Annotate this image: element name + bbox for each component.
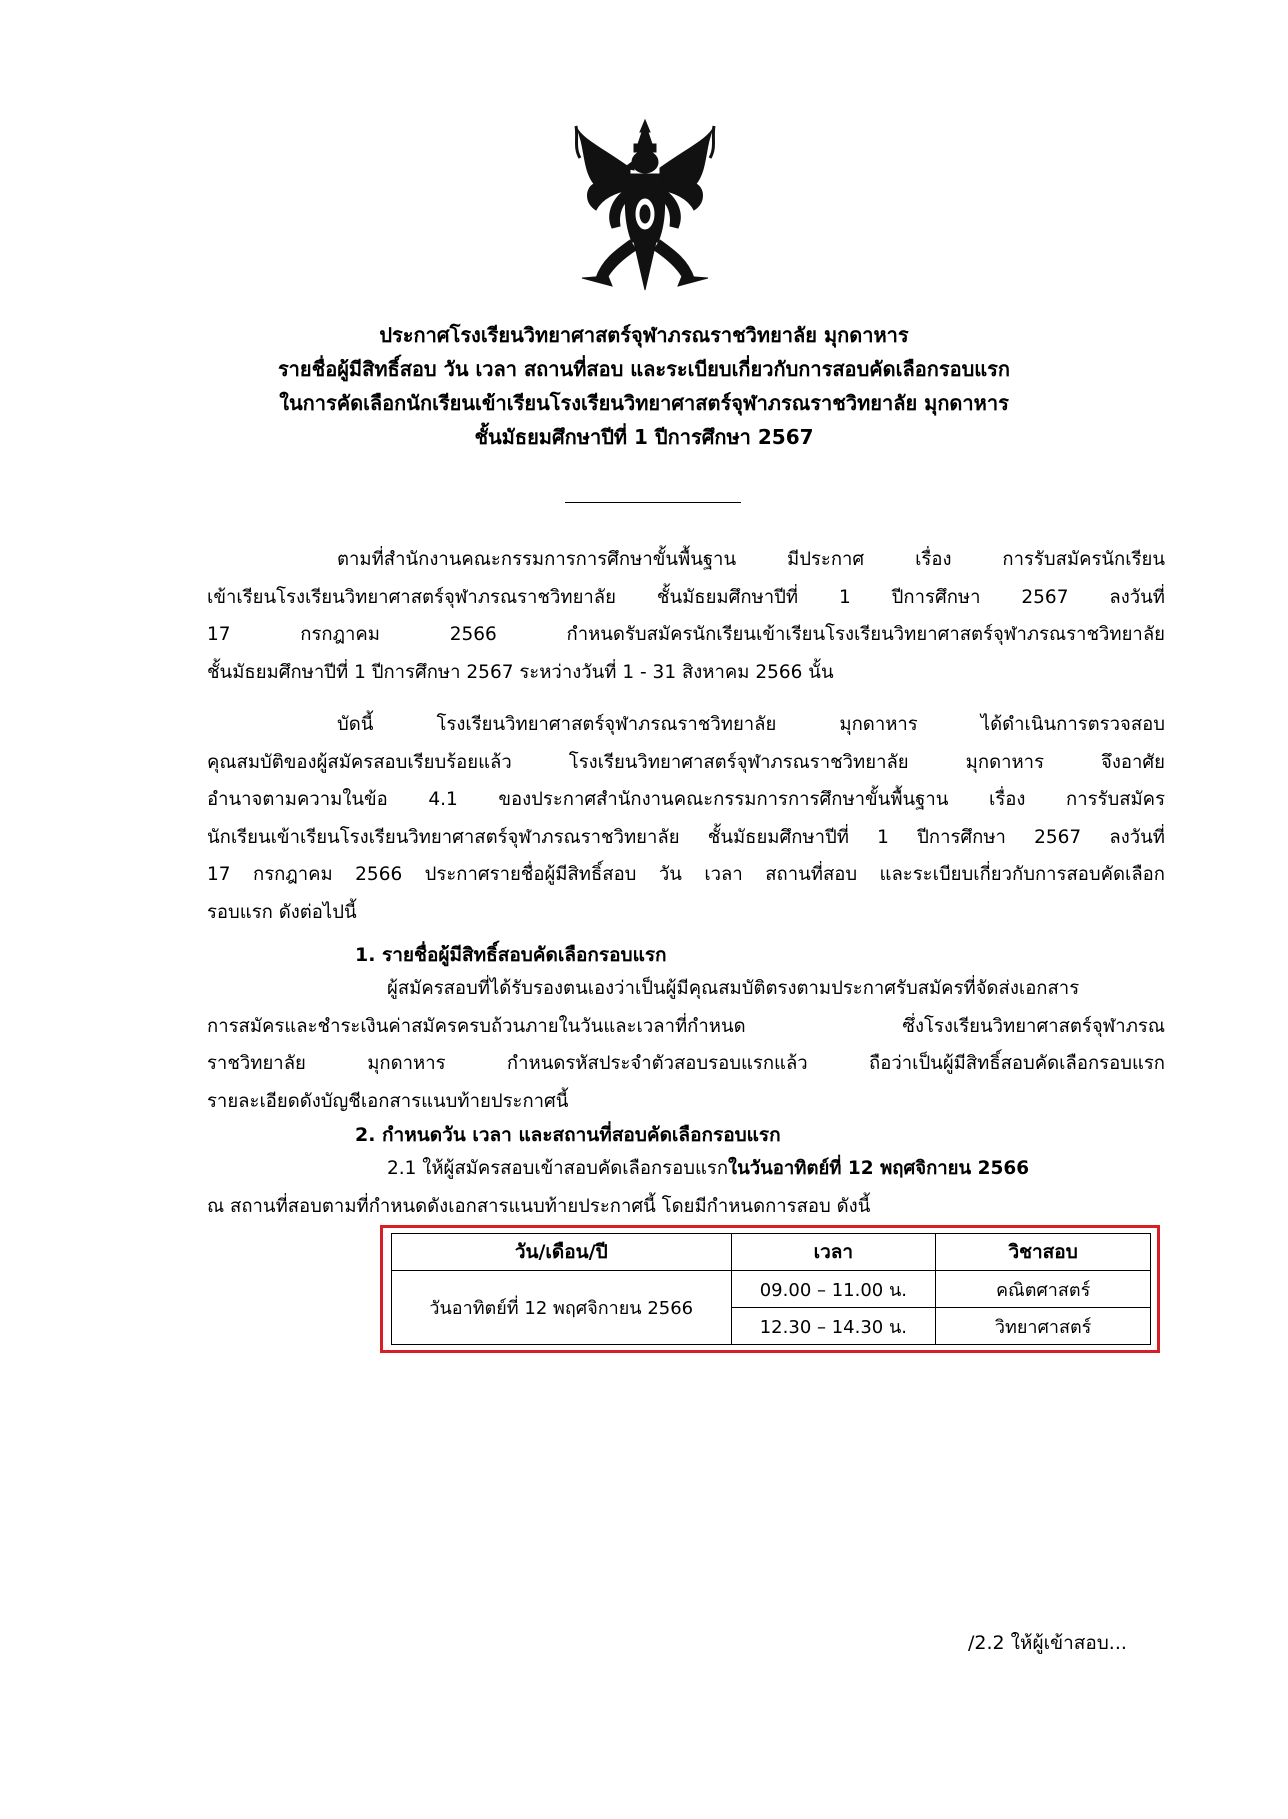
exam-time-cell: 09.00 – 11.00 น. (731, 1271, 936, 1308)
paragraph-2-line: 17 กรกฎาคม 2566 ประกาศรายชื่อผู้มีสิทธิ์สอบ วัน เวลา สถานที่สอบ และระเบียบเกี่ยวกับการสอบคัดเลือก (207, 864, 1165, 885)
section-2-line-2: ณ สถานที่สอบตามที่กำหนดดังเอกสารแนบท้ายประกาศนี้ โดยมีกำหนดการสอบ ดังนี้ (207, 1195, 871, 1217)
paragraph-1-line: เข้าเรียนโรงเรียนวิทยาศาสตร์จุฬาภรณราชวิทยาลัย ชั้นมัธยมศึกษาปีที่ 1 ปีการศึกษา 2567 ลงวันที่ (207, 586, 1165, 608)
table-row (392, 1271, 1151, 1308)
paragraph-2 (207, 706, 1165, 931)
title-line-2: รายชื่อผู้มีสิทธิ์สอบ วัน เวลา สถานที่สอบ และระเบียบเกี่ยวกับการสอบคัดเลือกรอบแรก (277, 357, 1011, 381)
header-time: เวลา (731, 1234, 936, 1271)
garuda-emblem-icon (572, 118, 718, 294)
paragraph-2-line: รอบแรก ดังต่อไปนี้ (207, 901, 357, 923)
page-continuation-note: /2.2 ให้ผู้เข้าสอบ... (968, 1632, 1127, 1654)
paragraph-2-line: อำนาจตามความในข้อ 4.1 ของประกาศสำนักงานคณะกรรมการการศึกษาขั้นพื้นฐาน เรื่อง การรับสมัคร (207, 789, 1165, 810)
paragraph-2-line: คุณสมบัติของผู้สมัครสอบเรียบร้อยแล้ว โรงเรียนวิทยาศาสตร์จุฬาภรณราชวิทยาลัย มุกดาหาร จึงอาศัย (207, 751, 1165, 773)
section-2-body (207, 1150, 1165, 1225)
section-1-body (207, 970, 1165, 1120)
header-subject: วิชาสอบ (936, 1234, 1151, 1271)
exam-subject-cell: วิทยาศาสตร์ (936, 1308, 1151, 1345)
title-line-1: ประกาศโรงเรียนวิทยาศาสตร์จุฬาภรณราชวิทยาลัย มุกดาหาร (379, 323, 909, 347)
paragraph-1-line: ตามที่สำนักงานคณะกรรมการการศึกษาขั้นพื้นฐาน มีประกาศ เรื่อง การรับสมัครนักเรียน (337, 549, 1165, 570)
exam-date-cell: วันอาทิตย์ที่ 12 พฤศจิกายน 2566 (392, 1271, 732, 1345)
section-1-line: รายละเอียดดังบัญชีเอกสารแนบท้ายประกาศนี้ (207, 1090, 569, 1112)
exam-date-emphasis: ในวันอาทิตย์ที่ 12 พฤศจิกายน 2566 (728, 1158, 1030, 1179)
paragraph-2-line: นักเรียนเข้าเรียนโรงเรียนวิทยาศาสตร์จุฬาภรณราชวิทยาลัย ชั้นมัธยมศึกษาปีที่ 1 ปีการศึกษา 2567 ลงวันที่ (207, 826, 1165, 848)
title-line-3: ในการคัดเลือกนักเรียนเข้าเรียนโรงเรียนวิทยาศาสตร์จุฬาภรณราชวิทยาลัย มุกดาหาร (279, 391, 1009, 415)
section-1-line: ราชวิทยาลัย มุกดาหาร กำหนดรหัสประจำตัวสอบรอบแรกแล้ว ถือว่าเป็นผู้มีสิทธิ์สอบคัดเลือกรอบแรก (207, 1053, 1165, 1074)
table-header-row (392, 1234, 1151, 1271)
exam-subject-cell: คณิตศาสตร์ (936, 1271, 1151, 1308)
title-line-4: ชั้นมัธยมศึกษาปีที่ 1 ปีการศึกษา 2567 (474, 425, 814, 449)
title-divider (565, 502, 741, 503)
header-date: วัน/เดือน/ปี (392, 1234, 732, 1271)
exam-schedule-table (391, 1233, 1151, 1345)
section-1-line: การสมัครและชำระเงินค่าสมัครครบถ้วนภายในวันและเวลาที่กำหนด ซึ่งโรงเรียนวิทยาศาสตร์จุฬาภรณ (207, 1015, 1165, 1037)
paragraph-1-line: 17 กรกฎาคม 2566 กำหนดรับสมัครนักเรียนเข้าเรียนโรงเรียนวิทยาศาสตร์จุฬาภรณราชวิทยาลัย (207, 624, 1165, 645)
section-2-heading: 2. กำหนดวัน เวลา และสถานที่สอบคัดเลือกรอบแรก (355, 1124, 781, 1146)
schedule-highlight-box (380, 1225, 1160, 1353)
paragraph-1-line: ชั้นมัธยมศึกษาปีที่ 1 ปีการศึกษา 2567 ระหว่างวันที่ 1 - 31 สิงหาคม 2566 นั้น (207, 661, 834, 683)
section-1-line: ผู้สมัครสอบที่ได้รับรองตนเองว่าเป็นผู้มีคุณสมบัติตรงตามประกาศรับสมัครที่จัดส่งเอกสาร (387, 978, 1080, 999)
section-1-heading: 1. รายชื่อผู้มีสิทธิ์สอบคัดเลือกรอบแรก (355, 944, 667, 966)
section-2-line-1-prefix: 2.1 ให้ผู้สมัครสอบเข้าสอบคัดเลือกรอบแรก (387, 1158, 729, 1179)
section-2-line-1 (207, 1150, 1165, 1188)
exam-time-cell: 12.30 – 14.30 น. (731, 1308, 936, 1345)
paragraph-2-line: บัดนี้ โรงเรียนวิทยาศาสตร์จุฬาภรณราชวิทยาลัย มุกดาหาร ได้ดำเนินการตรวจสอบ (337, 714, 1165, 735)
paragraph-1 (207, 541, 1165, 691)
announcement-title (160, 318, 1128, 454)
